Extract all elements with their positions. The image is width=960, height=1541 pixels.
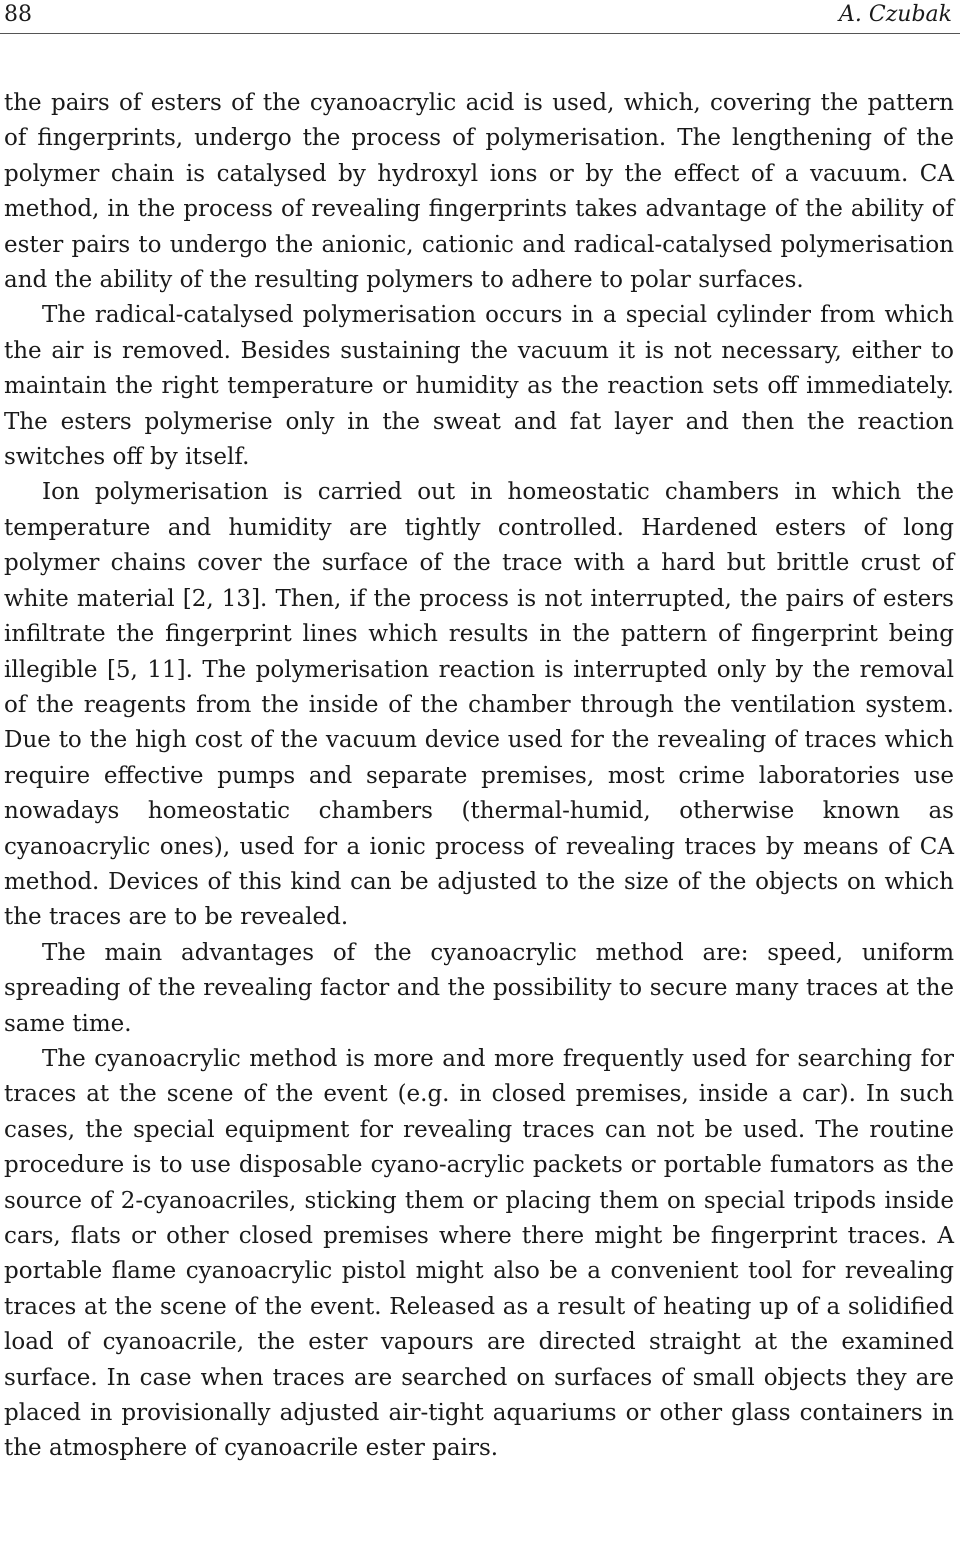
running-header [4,0,954,30]
paragraph: The radical-catalysed polymerisation occurs in a special cylinder from which the air is removed. Besides sustaining the vacuum it is not necessary, either to maintain the right temperature or humidity as the reaction sets off immediately. The esters polymerise only in the sweat and fat layer and then the reaction switches off by itself. [4,302,954,471]
paragraph: the pairs of esters of the cyanoacrylic acid is used, which, covering the pattern of fingerprints, undergo the process of polymerisation. The lengthening of the polymer chain is catalysed by hydroxyl ions or by the effect of a vacuum. CA method, in the process of revealing fingerprints takes advantage of the ability of ester pairs to undergo the anionic, cationic and radical-catalysed polymerisation and the ability of the resulting polymers to adhere to polar surfaces. [4,90,954,294]
paragraph: The cyanoacrylic method is more and more frequently used for searching for traces at the scene of the event (e.g. in closed premises, inside a car). In such cases, the special equipment for revealing traces can not be used. The routine procedure is to use disposable cyano-acrylic packets or portable fumators as the source of 2-cyanoacriles, sticking them or placing them on special tripods inside cars, flats or other closed premises where there might be fingerprint traces. A portable flame cyanoacrylic pistol might also be a convenient tool for revealing traces at the scene of the event. Released as a result of heating up of a solidified load of cyanoacrile, the ester vapours are directed straight at the examined surface. In case when traces are searched on surfaces of small objects they are placed in provisionally adjusted air-tight aquariums or other glass containers in the atmosphere of cyanoacrile ester pairs. [4,1045,954,1462]
running-author: A. Czubak [839,2,952,27]
body-text [4,86,954,1467]
page-number: 88 [4,2,32,27]
paragraph: The main advantages of the cyanoacrylic method are: speed, uniform spreading of the revealing factor and the possibility to secure many traces at the same time. [4,939,954,1037]
paragraph: Ion polymerisation is carried out in homeostatic chambers in which the temperature and humidity are tightly controlled. Hardened esters of long polymer chains cover the surface of the trace with a hard but brittle crust of white material [2, 13]. Then, if the process is not interrupted, the pairs of esters infiltrate the fingerprint lines which results in the pattern of fingerprint being illegible [5, 11]. The polymerisation reaction is interrupted only by the removal of the reagents from the inside of the chamber through the ventilation system. Due to the high cost of the vacuum device used for the revealing of traces which require effective pumps and separate premises, most crime laboratories use nowadays homeostatic chambers (thermal-humid, otherwise known as cyanoacrylic ones), used for a ionic process of revealing traces by means of CA method. Devices of this kind can be adjusted to the size of the objects on which the traces are to be revealed. [4,479,954,931]
header-rule [0,33,960,34]
